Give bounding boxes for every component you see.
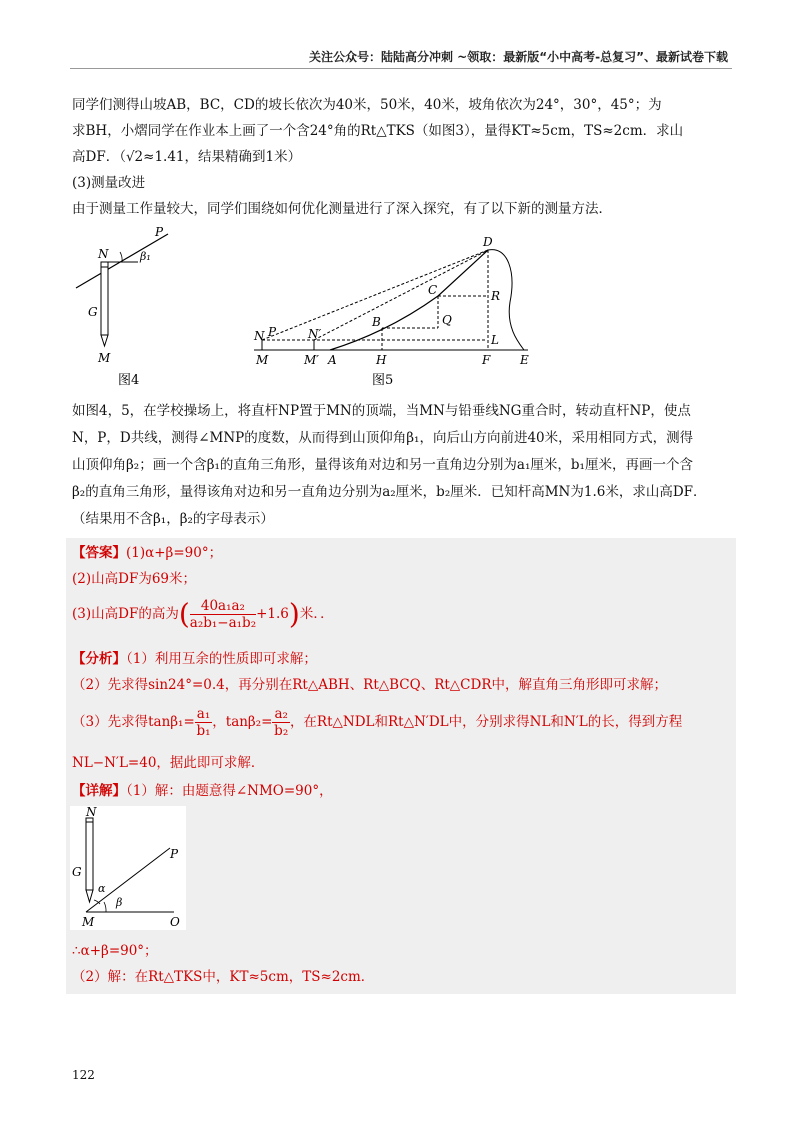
detail-1: （1）解：由题意得∠NMO=90°， <box>126 783 333 799</box>
header-rule <box>70 68 732 69</box>
analysis-3a: （3）先求得tanβ₁= <box>72 714 195 730</box>
detail-fig-label-p: P <box>170 847 179 861</box>
para-line-5: （结果用不含β₁，β₂的字母表示） <box>72 511 274 527</box>
fig5-label-p: P <box>268 325 277 339</box>
analysis-3c: ，在Rt△NDL和Rt△N′DL中，分别求得NL和N′L的长，得到方程 <box>289 714 683 730</box>
answer-3-suffix: 米．． <box>299 606 334 622</box>
fig5-label-e: E <box>520 353 529 367</box>
section-3-title: (3)测量改进 <box>72 175 146 191</box>
analysis-1: （1）利用互余的性质即可求解； <box>126 651 317 667</box>
tan-beta1-fraction <box>195 706 212 739</box>
analysis-line-1 <box>72 646 736 672</box>
fig4-label-p: P <box>155 225 164 239</box>
fig5-label-d: D <box>483 235 493 249</box>
fig4-label-beta: β₁ <box>140 250 151 263</box>
tan-beta2-den: b₂ <box>274 723 289 739</box>
fig5-label-c: C <box>428 283 438 297</box>
answer-2: (2)山高DF为69米； <box>72 571 196 587</box>
tan-beta1-num: a₁ <box>196 706 211 722</box>
tan-beta2-num: a₂ <box>274 706 288 722</box>
fig5-label-a: A <box>328 353 337 367</box>
analysis-3b: ，tanβ₂= <box>212 714 273 730</box>
analysis-2: （2）先求得sin24°=0.4，再分别在Rt△ABH、Rt△BCQ、Rt△CDR中，解直角三角形即可求解； <box>72 677 667 693</box>
detail-tag: 【详解】 <box>72 783 126 799</box>
question-line-2: 求BH，小熠同学在作业本上画了一个含24°角的Rt△TKS（如图3），量得KT≈5cm，TS≈2cm．求山 <box>72 123 684 139</box>
answer-1: (1)α+β=90°； <box>126 545 223 561</box>
para-line-4: β₂的直角三角形，量得该角对边和另一直角边分别为a₂厘米，b₂厘米．已知杆高MN为1.6米，求山高DF． <box>72 484 707 500</box>
fig5-label-r: R <box>491 289 501 303</box>
fig4-label-m: M <box>98 351 111 365</box>
fig4-label-n: N <box>98 247 109 261</box>
detail-fig-label-m: M <box>82 915 95 929</box>
answer-frac-num: 40a₁a₂ <box>190 598 256 615</box>
answer-3-plus: +1.6 <box>256 606 289 622</box>
analysis-4: NL−N′L=40，据此即可求解． <box>72 755 265 771</box>
intro-line: 由于测量工作量较大，同学们围绕如何优化测量进行了深入探究，有了以下新的测量方法． <box>72 201 612 217</box>
detail-fig-label-o: O <box>170 915 180 929</box>
detail-fig-label-n: N <box>86 806 97 819</box>
fig5-caption: 图5 <box>372 373 394 388</box>
answer-3-prefix: (3)山高DF的高为 <box>72 606 179 622</box>
figure-5 <box>248 232 548 390</box>
detail-2: ∴α+β=90°； <box>72 943 158 959</box>
page-header: 关注公众号：陆陆高分冲刺 ~领取：最新版“小中高考-总复习”、最新试卷下载 <box>309 50 728 64</box>
fig5-label-l: L <box>491 333 499 347</box>
fig5-label-b: B <box>372 315 381 329</box>
tan-beta1-den: b₁ <box>196 723 211 739</box>
fig5-label-q: Q <box>442 313 452 327</box>
para-line-1: 如图4，5，在学校操场上，将直杆NP置于MN的顶端，当MN与铅垂线NG重合时，转动直杆NP，使点 <box>72 403 691 419</box>
detail-fig-label-g: G <box>72 865 82 879</box>
detail-line-1 <box>72 778 736 804</box>
answer-line-1 <box>72 540 736 566</box>
para-line-2: N，P，D共线，测得∠MNP的度数，从而得到山顶仰角β₁，向后山方向前进40米，采用相同方式，测得 <box>72 430 694 446</box>
answer-frac-den: a₂b₁−a₁b₂ <box>189 615 257 631</box>
detail-3: （2）解：在Rt△TKS中，KT≈5cm，TS≈2cm． <box>72 969 375 985</box>
answer-fraction <box>190 598 256 631</box>
analysis-tag: 【分析】 <box>72 651 126 667</box>
tan-beta2-fraction <box>272 706 289 739</box>
answer-tag: 【答案】 <box>72 545 126 561</box>
fig5-label-n-prime: N′ <box>308 327 322 341</box>
para-line-3: 山顶仰角β₂；画一个含β₁的直角三角形，量得该角对边和另一直角边分别为a₁厘米，b₁厘米，再画一个含 <box>72 457 693 473</box>
fig5-label-m-prime: M′ <box>304 353 320 367</box>
fig4-caption: 图4 <box>118 373 140 388</box>
question-line-1: 同学们测得山坡AB，BC，CD的坡长依次为40米，50米，40米，坡角依次为24°，30°，45°；为 <box>72 97 662 113</box>
fig5-label-f: F <box>482 353 491 367</box>
fig4-label-g: G <box>88 305 98 319</box>
detail-fig-label-alpha: α <box>98 882 106 895</box>
fig5-label-m: M <box>256 353 269 367</box>
page-number: 122 <box>72 1068 95 1082</box>
answer-line-3: (3)山高DF的高为( $\frac{\text{40a₁a₂}}{\text{a₂b₁−a₁b₂}}$ +1.6)米．． <box>72 597 334 631</box>
figure-4 <box>70 222 180 392</box>
detail-fig-label-beta: β <box>116 896 123 909</box>
analysis-line-3 <box>72 704 736 740</box>
figure-detail <box>70 806 186 930</box>
fig5-label-n: N <box>254 329 265 343</box>
fig5-label-h: H <box>376 353 387 367</box>
question-line-3: 高DF．（√2≈1.41，结果精确到1米） <box>72 149 302 165</box>
